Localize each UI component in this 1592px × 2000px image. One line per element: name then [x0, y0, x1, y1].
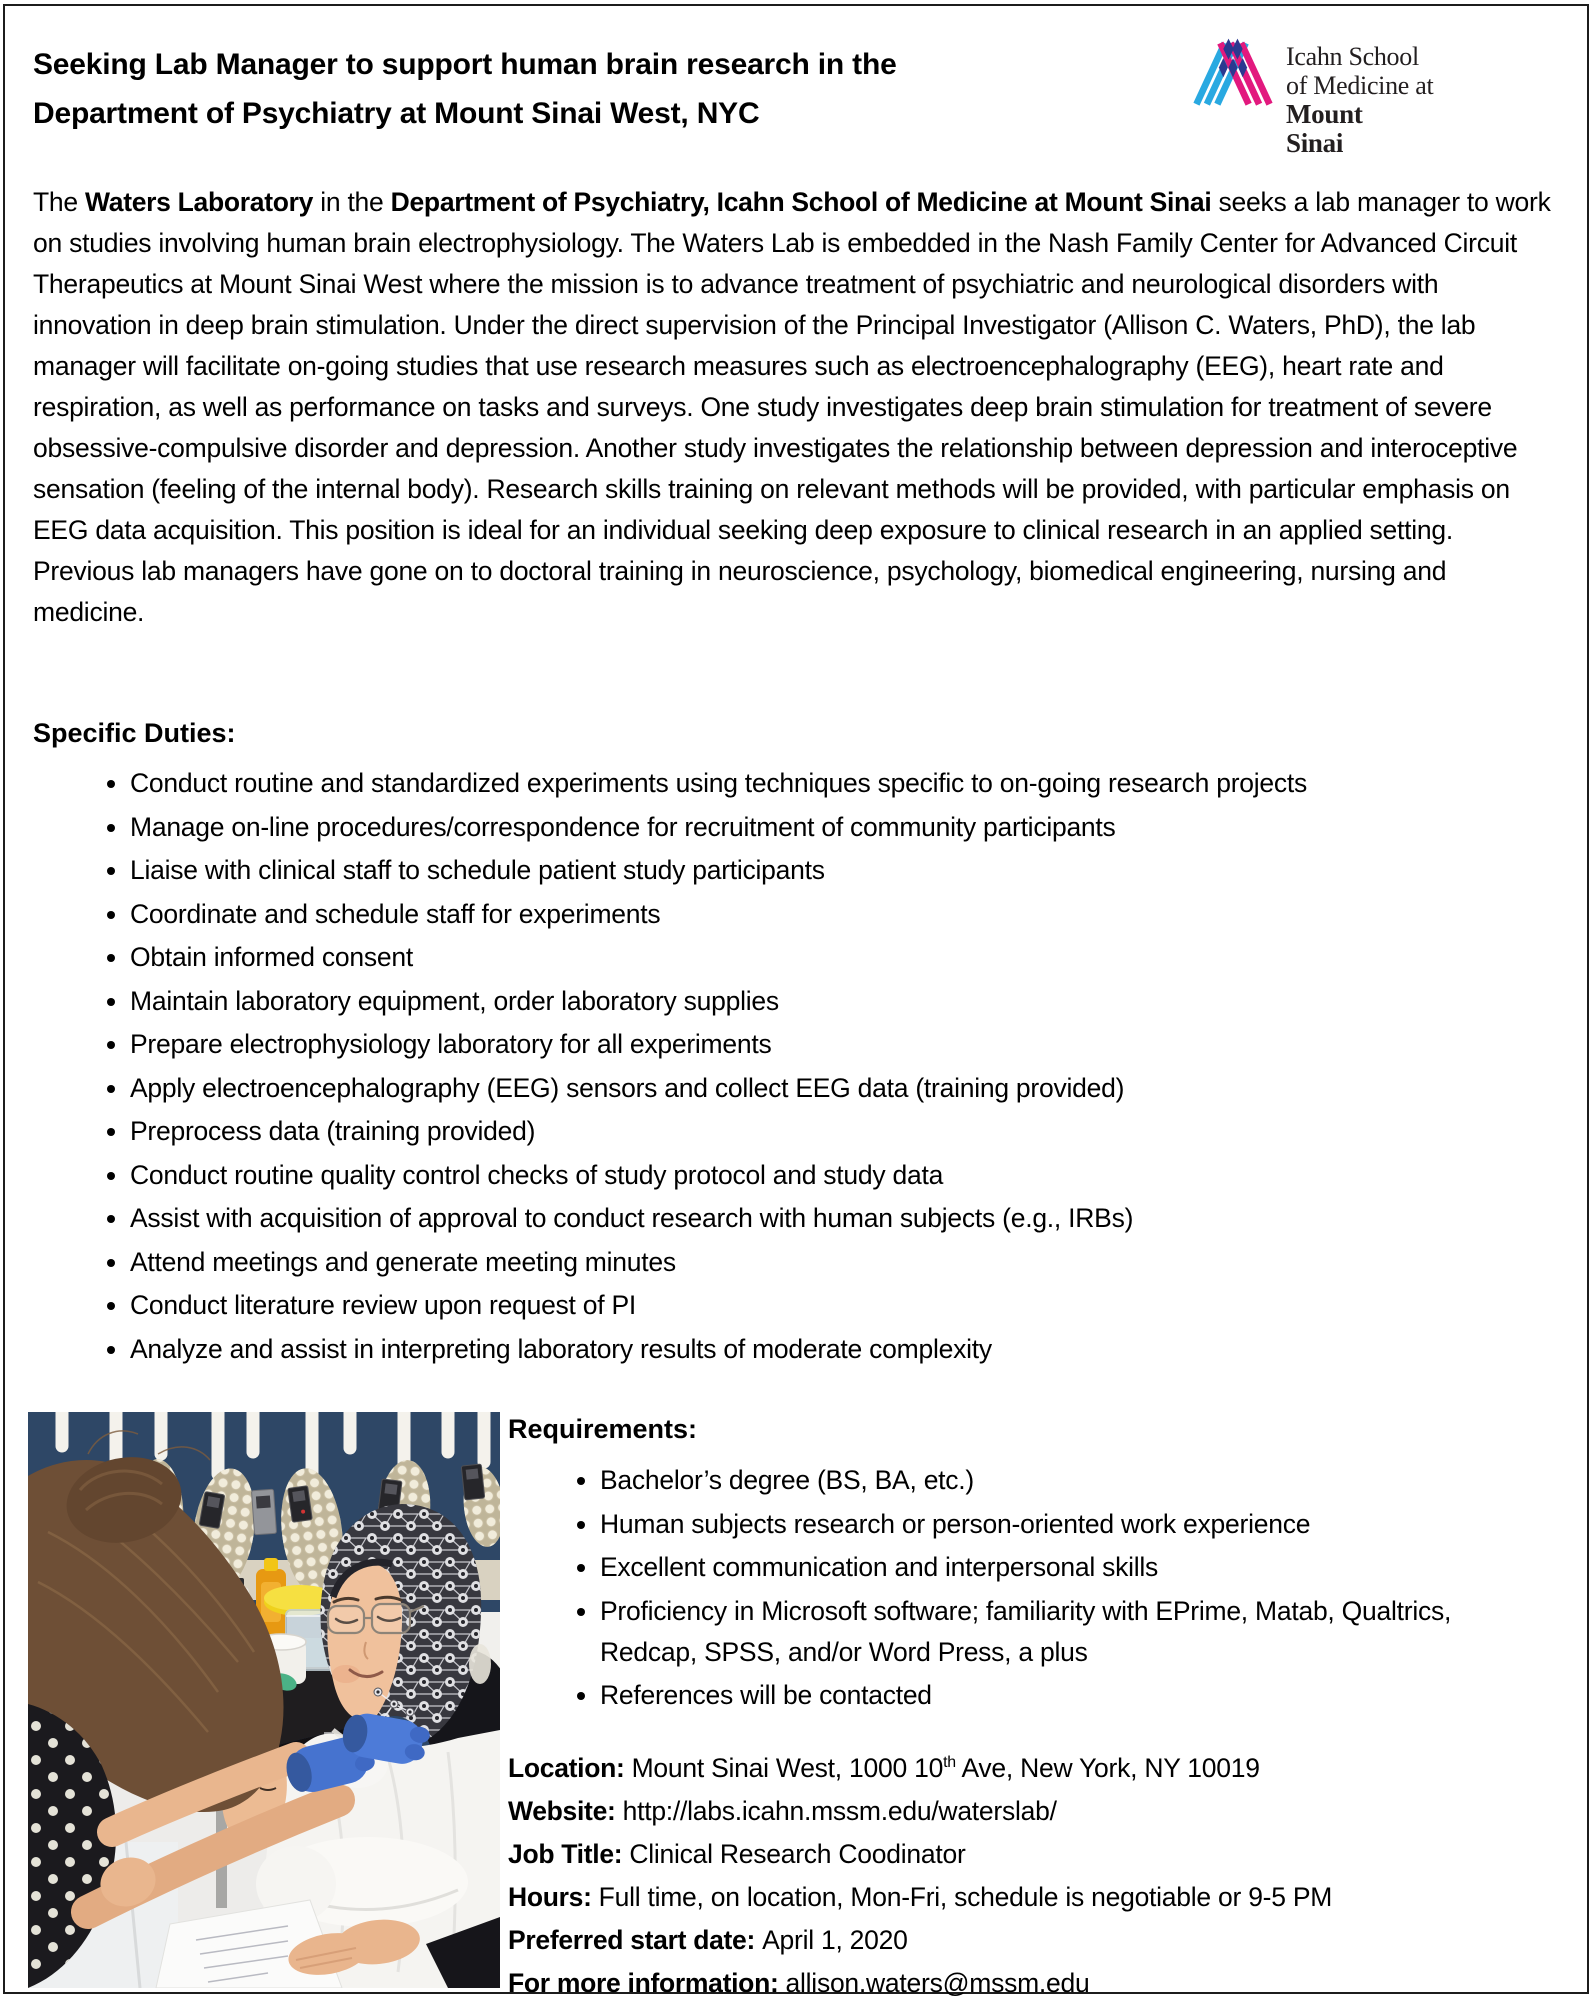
- duty-item: • Obtain informed consent: [130, 937, 1592, 978]
- lab-photo-illustration: [28, 1412, 500, 1988]
- requirement-item: • References will be contacted: [600, 1675, 1505, 1716]
- location-label: Location:: [508, 1753, 632, 1783]
- requirement-item: • Bachelor’s degree (BS, BA, etc.): [600, 1460, 1505, 1501]
- duty-item: • Coordinate and schedule staff for experiments: [130, 894, 1592, 935]
- logo-line: Mount: [1286, 99, 1363, 129]
- page-title: [33, 40, 1163, 138]
- start-date-label: Preferred start date:: [508, 1925, 763, 1955]
- duty-item: • Conduct literature review upon request of PI: [130, 1285, 1592, 1326]
- specific-duties-heading: Specific Duties:: [33, 718, 236, 748]
- page-title-line2: Department of Psychiatry at Mount Sinai West, NYC: [33, 97, 760, 130]
- hours-value: Full time, on location, Mon-Fri, schedule is negotiable or 9-5 PM: [598, 1882, 1333, 1912]
- mount-sinai-logo: [1192, 18, 1433, 158]
- start-date-value: April 1, 2020: [762, 1925, 908, 1955]
- intro-bold-department: Department of Psychiatry, Icahn School of Medicine at Mount Sinai: [390, 187, 1212, 217]
- website-url: http://labs.icahn.mssm.edu/waterslab/: [622, 1796, 1057, 1826]
- logo-line: Icahn School: [1286, 42, 1419, 71]
- location-value: Mount Sinai West, 1000 10: [631, 1753, 944, 1783]
- job-details: [508, 1747, 1578, 2000]
- location-ordinal: th: [943, 1754, 956, 1772]
- intro-text: in the: [313, 187, 391, 217]
- website-label: Website:: [508, 1796, 623, 1826]
- job-title-row: [508, 1833, 1578, 1876]
- duty-item: • Prepare electrophysiology laboratory for all experiments: [130, 1024, 1592, 1065]
- intro-paragraph: [33, 182, 1560, 633]
- requirements-heading: Requirements:: [508, 1414, 698, 1444]
- duty-item: • Attend meetings and generate meeting minutes: [130, 1242, 1592, 1283]
- job-title-value: Clinical Research Coodinator: [629, 1839, 966, 1869]
- mount-sinai-mountain-icon: [1192, 18, 1274, 124]
- intro-text: The: [33, 187, 86, 217]
- hours-row: [508, 1876, 1578, 1919]
- requirements-list: [508, 1460, 1505, 1719]
- contact-email: allison.waters@mssm.edu: [785, 1968, 1090, 1998]
- duty-item: • Apply electroencephalography (EEG) sensors and collect EEG data (training provided): [130, 1068, 1592, 1109]
- duty-item: • Manage on-line procedures/correspondence for recruitment of community participants: [130, 807, 1592, 848]
- logo-line: Sinai: [1286, 128, 1344, 158]
- location-value: Ave, New York, NY 10019: [955, 1753, 1260, 1783]
- lab-photo: [28, 1412, 500, 1988]
- mount-sinai-logo-text: [1286, 18, 1433, 158]
- duty-item: • Conduct routine and standardized experiments using techniques specific to on-going research projects: [130, 763, 1592, 804]
- requirement-item: • Proficiency in Microsoft software; familiarity with EPrime, Matab, Qualtrics, Redcap, SPSS, and/or Word Press, a plus: [600, 1591, 1505, 1673]
- hours-label: Hours:: [508, 1882, 599, 1912]
- duty-item: • Maintain laboratory equipment, order laboratory supplies: [130, 981, 1592, 1022]
- duty-item: • Assist with acquisition of approval to conduct research with human subjects (e.g., IRBs): [130, 1198, 1592, 1239]
- duty-item: • Liaise with clinical staff to schedule patient study participants: [130, 850, 1592, 891]
- specific-duties-list: [33, 763, 1592, 1372]
- logo-line: of Medicine at: [1286, 71, 1434, 100]
- duty-item: • Preprocess data (training provided): [130, 1111, 1592, 1152]
- website-row: [508, 1790, 1578, 1833]
- intro-text: seeks a lab manager to work on studies involving human brain electrophysiology. The Waters Lab is embedded in the Nash Family Center for Advanced Circuit Therapeutics at Mount Sinai West where the mission is to advance treatment of psychiatric and neurological disorders with innovation in deep brain stimulation. Under the direct supervision of the Principal Investigator (Allison C. Waters, PhD), the lab manager will facilitate on-going studies that use research measures such as electroencephalography (EEG), heart rate and respiration, as well as performance on tasks and surveys. One study investigates deep brain stimulation for treatment of severe obsessive-compulsive disorder and depression. Another study investigates the relationship between depression and interoceptive sensation (feeling of the internal body). Research skills training on relevant methods will be provided, with particular emphasis on EEG data acquisition. This position is ideal for an individual seeking deep exposure to clinical research in an applied setting. Previous lab managers have gone on to doctoral training in neuroscience, psychology, biomedical engineering, nursing and medicine.: [33, 187, 1551, 627]
- location-row: [508, 1747, 1578, 1790]
- more-info-row: [508, 1962, 1578, 2000]
- duty-item: • Conduct routine quality control checks of study protocol and study data: [130, 1155, 1592, 1196]
- more-info-label: For more information:: [508, 1968, 786, 1998]
- page-title-line1: Seeking Lab Manager to support human brain research in the: [33, 48, 897, 81]
- requirement-item: • Human subjects research or person-oriented work experience: [600, 1504, 1505, 1545]
- job-title-label: Job Title:: [508, 1839, 630, 1869]
- duty-item: • Analyze and assist in interpreting laboratory results of moderate complexity: [130, 1329, 1592, 1370]
- start-date-row: [508, 1919, 1578, 1962]
- intro-bold-waters-laboratory: Waters Laboratory: [85, 187, 314, 217]
- requirement-item: • Excellent communication and interpersonal skills: [600, 1547, 1505, 1588]
